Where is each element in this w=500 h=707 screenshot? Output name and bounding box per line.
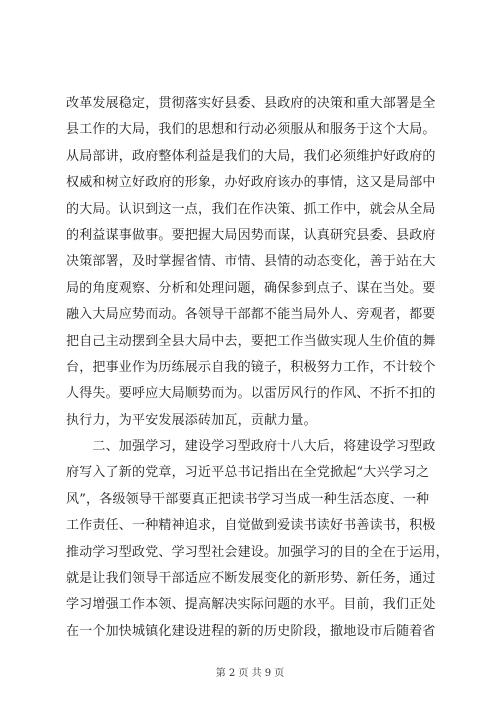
text-line: 局的角度观察、分析和处理问题，确保参到点子、谋在当处。要: [66, 280, 436, 296]
text-line: 决策部署，及时掌握省情、市情、县情的动态变化，善于站在大: [66, 254, 436, 270]
text-line: 从局部讲，政府整体利益是我们的大局，我们必须维护好政府的: [66, 148, 436, 164]
text-line: 台，把事业作为历练展示自我的镜子，积极努力工作，不计较个: [66, 359, 436, 375]
page-footer: 第 2 页 共 9 页: [215, 668, 285, 679]
text-line: 工作责任、一种精神追求，自觉做到爱读书读好书善读书，积极: [66, 518, 436, 534]
text-line: 就是让我们领导干部适应不断发展变化的新形势、新任务，通过: [66, 571, 436, 587]
text-line: 融入大局应势而动。各领导干部都不能当局外人、旁观者，都要: [66, 307, 436, 323]
body-text: [66, 91, 449, 645]
text-line: 县工作的大局，我们的思想和行动必须服从和服务于这个大局。: [66, 122, 436, 138]
text-line: 学习增强工作本领、提高解决实际问题的水平。目前，我们正处: [66, 597, 436, 613]
text-line: 府写入了新的党章，习近平总书记指出在全党掀起“大兴学习之: [66, 465, 430, 481]
text-line: 执行力，为平安发展添砖加瓦，贡献力量。: [66, 412, 317, 428]
text-line: 改革发展稳定，贯彻落实好县委、县政府的决策和重大部署是全: [66, 96, 436, 111]
text-line: 把自己主动摆到全县大局中去，要把工作当做实现人生价值的舞: [66, 333, 436, 349]
text-line: 的大局。认识到这一点，我们在作决策、抓工作中，就会从全局: [66, 201, 436, 217]
text-line: 二、加强学习，建设学习型政府十八大后，将建设学习型政: [66, 439, 436, 455]
text-line: 的利益谋事做事。要把握大局因势而谋，认真研究县委、县政府: [66, 227, 436, 243]
text-line: 权威和树立好政府的形象，办好政府该办的事情，这又是局部中: [66, 175, 436, 191]
text-line: 人得失。要呼应大局顺势而为。以雷厉风行的作风、不折不扣的: [66, 386, 436, 402]
text-line: 风”，各级领导干部要真正把读书学习当成一种生活态度、一种: [66, 491, 430, 507]
text-line: 在一个加快城镇化建设进程的新的历史阶段，撤地设市后随着省: [66, 623, 436, 639]
text-line: 推动学习型政党、学习型社会建设。加强学习的目的全在于运用，: [66, 544, 449, 560]
